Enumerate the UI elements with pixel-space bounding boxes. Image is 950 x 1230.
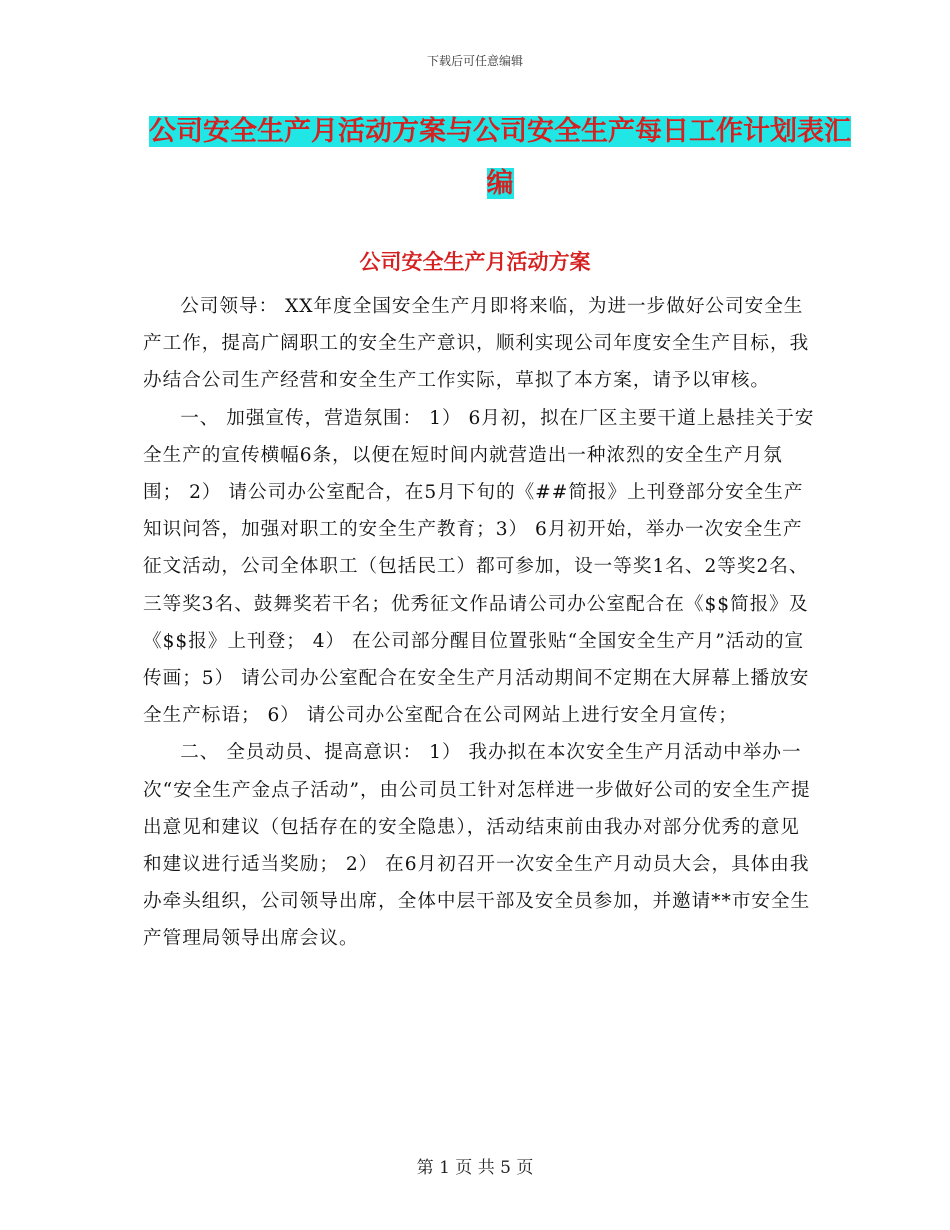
paragraph-intro: 公司领导： XX年度全国安全生产月即将来临，为进一步做好公司安全生产工作，提高广阔职工的安全生产意识，顺利实现公司年度安全生产目标，我办结合公司生产经营和安全生产工作实际，草拟了本方案，请予以审核。 [143,296,810,392]
document-title [140,106,860,210]
page-header: 下载后可任意编辑 [426,54,523,68]
document-title-text: 公司安全生产月活动方案与公司安全生产每日工作计划表汇编 [149,116,851,199]
document-body [143,288,815,958]
paragraph-section-2: 二、 全员动员、提高意识： 1） 我办拟在本次安全生产月活动中举办一次“安全生产金点子活动”，由公司员工针对怎样进一步做好公司的安全生产提出意见和建议（包括存在的安全隐患），活动结束前由我办对部分优秀的意见和建议进行适当奖励； 2） 在6月初召开一次安全生产月动员大会，具体由我办牵头组织，公司领导出席，全体中层干部及安全员参加，并邀请**市安全生产管理局领导出席会议。 [143,742,811,950]
section-title: 公司安全生产月活动方案 [359,250,591,274]
page-footer: 第 1 页 共 5 页 [416,1158,534,1178]
paragraph-section-1: 一、 加强宣传，营造氛围： 1） 6月初，拟在厂区主要干道上悬挂关于安全生产的宣传横幅6条，以便在短时间内就营造出一种浓烈的安全生产月氛围； 2） 请公司办公室配合，在5月下旬的《##简报》上刊登部分安全生产知识问答，加强对职工的安全生产教育；3） 6月初开始，举办一次安全生产征文活动，公司全体职工（包括民工）都可参加，设一等奖1名、2等奖2名、三等奖3名、鼓舞奖若干名；优秀征文作品请公司办公室配合在《$$简报》及《$$报》上刊登； 4） 在公司部分醒目位置张贴“全国安全生产月”活动的宣传画；5） 请公司办公室配合在安全生产月活动期间不定期在大屏幕上播放安全生产标语； 6） 请公司办公室配合在公司网站上进行安全月宣传； [143,407,815,727]
